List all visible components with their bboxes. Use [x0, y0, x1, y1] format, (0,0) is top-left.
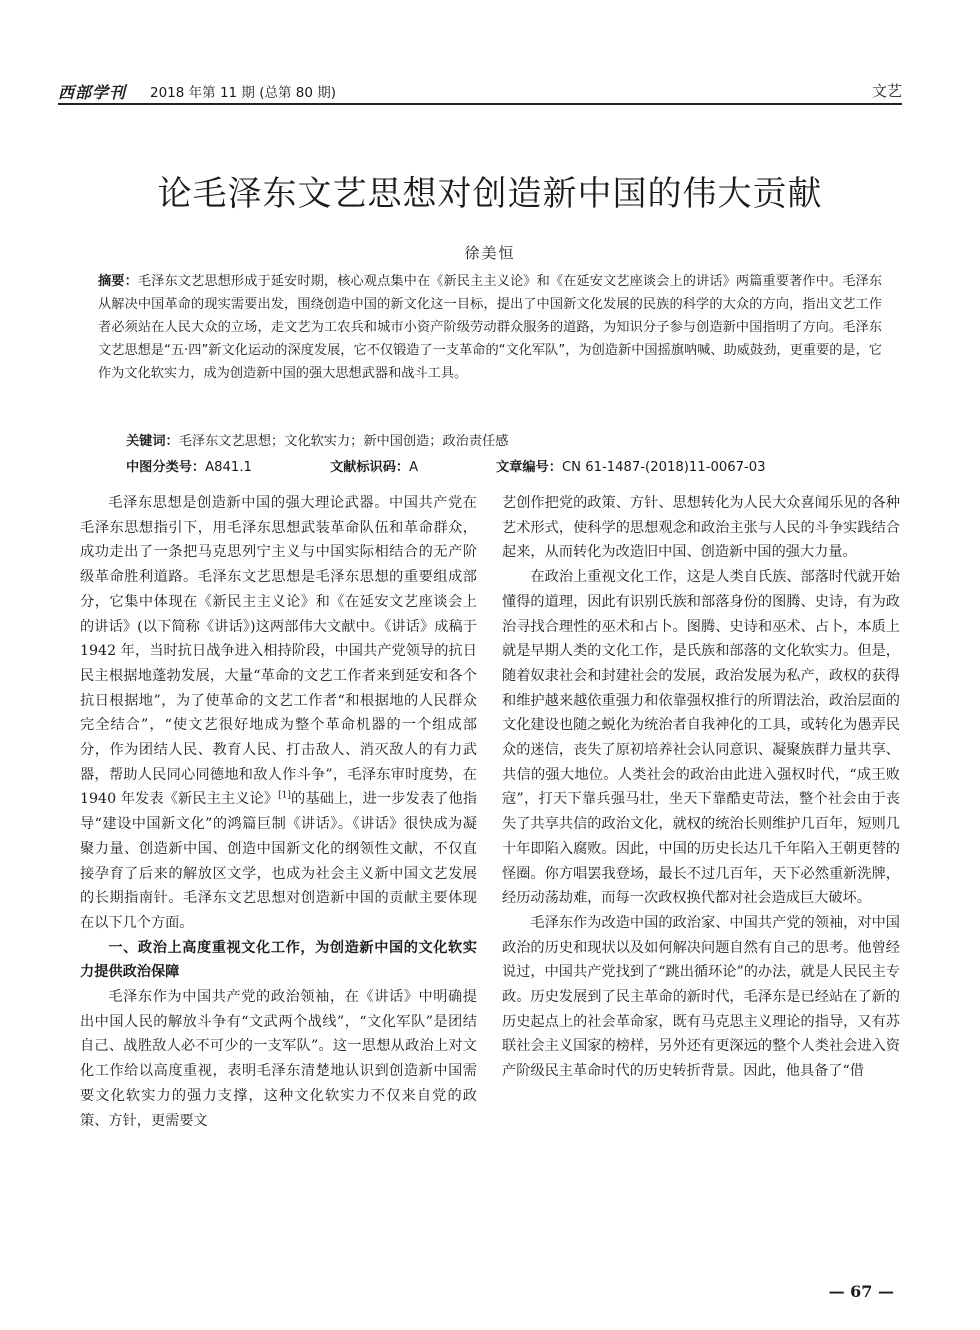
keywords: [126, 430, 882, 449]
article-number-label: 文章编号：: [496, 460, 562, 475]
left-column: [80, 491, 477, 1133]
doc-code: [330, 456, 418, 475]
body-paragraph: [80, 491, 477, 936]
page-header: [58, 76, 902, 106]
abstract-text: 毛泽东文艺思想形成于延安时期，核心观点集中在《新民主主义论》和《在延安文艺座谈会上的讲话》两篇重要著作中。毛泽东从解决中国革命的现实需要出发，围绕创造中国的新文化这一目标，提出了中国新文化发展的民族的科学的大众的方向，指出文艺工作者必须站在人民大众的立场，走文艺为工农兵和城市小资产阶级劳动群众服务的道路，为知识分子参与创造新中国指明了方向。毛泽东文艺思想是“五·四”新文化运动的深度发展，它不仅锻造了一支革命的“文化军队”，为创造新中国摇旗呐喊、助威鼓劲，更重要的是，它作为文化软实力，成为创造新中国的强大思想武器和战斗工具。: [98, 274, 883, 381]
journal-name: 西部学刊: [58, 83, 127, 102]
article-number-value: CN 61-1487-(2018)11-0067-03: [561, 460, 766, 475]
clc-value: A841.1: [205, 460, 252, 475]
doc-value: A: [409, 460, 419, 475]
paragraph-text: 的基础上，进一步发表了他指导“建设中国新文化”的鸿篇巨制《讲话》。《讲话》很快成为凝聚力量、创造新中国、创造中国新文化的纲领性文献，不仅直接孕育了后来的解放区文学，也成为社会主义新中国文艺发展的长期指南针。毛泽东文艺思想对创造新中国的贡献主要体现在以下几个方面。: [80, 791, 477, 931]
paragraph-text: 毛泽东思想是创造新中国的强大理论武器。中国共产党在毛泽东思想指引下，用毛泽东思想武装革命队伍和革命群众，成功走出了一条把马克思列宁主义与中国实际相结合的无产阶级革命胜利道路。毛泽东文艺思想是毛泽东思想的重要组成部分，它集中体现在《新民主主义论》和《在延安文艺座谈会上的讲话》(以下简称《讲话》)这两部伟大文献中。《讲话》成稿于 1942 年，当时抗日战争进入相持阶段，中国共产党领导的抗日民主根据地蓬勃发展，大量“革命的文艺工作者来到延安和各个抗日根据地”，为了使革命的文艺工作者“和根据地的人民群众完全结合”，“使文艺很好地成为整个革命机器的一个组成部分，作为团结人民、教育人民、打击敌人、消灭敌人的有力武器，帮助人民同心同德地和敌人作斗争”，毛泽东审时度势，在 1940 年发表《新民主主义论》: [80, 495, 477, 808]
header-rule: [58, 103, 902, 105]
right-column: [502, 491, 900, 1084]
body-paragraph: 毛泽东作为改造中国的政治家、中国共产党的领袖，对中国政治的历史和现状以及如何解决问题自然有自己的思考。他曾经说过，中国共产党找到了“跳出循环论”的办法，就是人民民主专政。历史发展到了民主革命的新时代，毛泽东是已经站在了新的历史起点上的社会革命家，既有马克思主义理论的指导，又有苏联社会主义国家的榜样，另外还有更深远的整个人类社会进入资产阶级民主革命时代的历史转折背景。因此，他具备了“借: [502, 914, 900, 1080]
clc-label: 中图分类号：: [126, 460, 206, 475]
keywords-text: 毛泽东文艺思想；文化软实力；新中国创造；政治责任感: [178, 434, 509, 449]
abstract-label: 摘要：: [98, 274, 138, 289]
clc-number: [126, 456, 252, 475]
doc-label: 文献标识码：: [330, 460, 410, 475]
article-number: [496, 456, 766, 475]
article-title: 论毛泽东文艺思想对创造新中国的伟大贡献: [157, 174, 823, 214]
issue-info: 2018 年第 11 期 (总第 80 期): [150, 85, 336, 101]
section-heading: 一、政治上高度重视文化工作，为创造新中国的文化软实力提供政治保障: [80, 939, 477, 981]
citation-mark: [1]: [278, 790, 291, 801]
body-paragraph: 在政治上重视文化工作，这是人类自氏族、部落时代就开始懂得的道理，因此有识别氏族和部落身份的图腾、史诗，有为政治寻找合理性的巫术和占卜。图腾、史诗和巫术、占卜，本质上就是早期人类的文化工作，是氏族和部落的文化软实力。但是，随着奴隶社会和封建社会的发展，政治发展为私产，政权的获得和维护越来越依重强力和依靠强权推行的所谓法治，政治层面的文化建设也随之蜕化为统治者自我神化的工具，或转化为愚弄民众的迷信，丧失了原初培养社会认同意识、凝聚族群力量共享、共信的强大地位。人类社会的政治由此进入强权时代，“成王败寇”，打天下靠兵强马壮，坐天下靠酷吏苛法，整个社会由于丧失了共享共信的政治文化，就权的统治长则维护几百年，短则几十年即陷入腐败。因此，中国的历史长达几千年陷入王朝更替的怪圈。你方唱罢我登场，最长不过几百年，天下必然重新洗牌，经历动荡劫难，而每一次政权换代都对社会造成巨大破坏。: [502, 569, 900, 907]
page-number: — 67 —: [828, 1282, 894, 1301]
abstract: [98, 270, 882, 385]
body-paragraph: 毛泽东作为中国共产党的政治领袖，在《讲话》中明确提出中国人民的解放斗争有“文武两个战线”，“文化军队”是团结自己、战胜敌人必不可少的一支军队”。这一思想从政治上对文化工作给以高度重视，表明毛泽东清楚地认识到创造新中国需要文化软实力的强力支撑，这种文化软实力不仅来自党的政策、方针，更需要文: [80, 989, 477, 1129]
keywords-label: 关键词：: [126, 434, 179, 449]
author-name: 徐美恒: [464, 244, 516, 262]
body-paragraph: 艺创作把党的政策、方针、思想转化为人民大众喜闻乐见的各种艺术形式，使科学的思想观念和政治主张与人民的斗争实践结合起来，从而转化为改造旧中国、创造新中国的强大力量。: [502, 495, 900, 561]
section-label: 文艺: [871, 82, 902, 100]
